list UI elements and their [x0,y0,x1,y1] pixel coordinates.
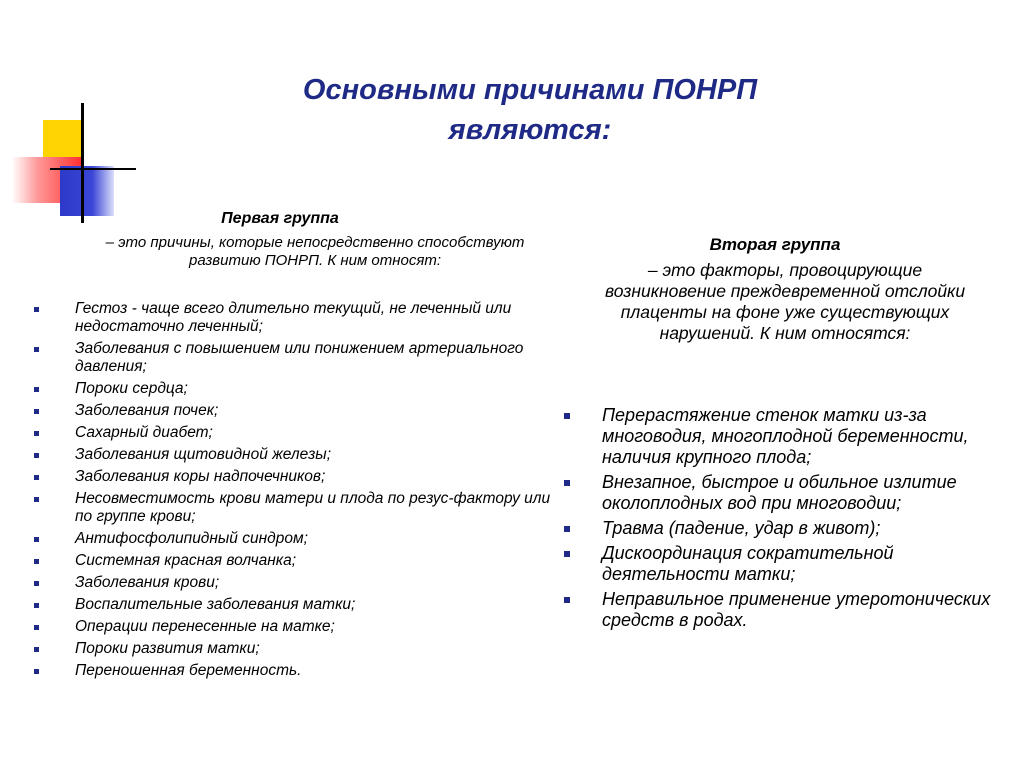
group1-intro: – это причины, которые непосредственно способствуют развитию ПОНРП. К ним относят: [105,234,525,269]
list-item-text: Перерастяжение стенок матки из-за многоводия, многоплодной беременности, наличия крупного плода; [602,405,969,467]
list-item [33,446,553,464]
list-item-text: Антифосфолипидный синдром; [75,530,308,547]
list-item [33,468,553,486]
square-bullet-icon [34,409,39,414]
group2-intro: – это факторы, провоцирующие возникновение преждевременной отслойки плаценты на фоне уже существующих нарушений. К ним относятся: [604,260,966,343]
list-item-text: Пороки сердца; [75,380,188,397]
list-item [33,402,553,420]
list-item-text: Внезапное, быстрое и обильное излитие околоплодных вод при многоводии; [602,472,957,513]
list-item-text: Гестоз - чаще всего длительно текущий, не леченный или недостаточно леченный; [75,300,512,335]
square-bullet-icon [564,597,570,603]
square-bullet-icon [34,603,39,608]
list-item-text: Заболевания щитовидной железы; [75,446,331,463]
list-item [562,405,992,468]
list-item [33,380,553,398]
square-bullet-icon [34,347,39,352]
list-item-text: Воспалительные заболевания матки; [75,596,356,613]
slide-title-line1: Основными причинами ПОНРП [302,74,758,106]
square-bullet-icon [34,669,39,674]
slide-title-line2: являются: [448,114,612,146]
list-item-text: Заболевания крови; [75,574,220,591]
list-item [562,589,992,631]
list-item-text: Заболевания коры надпочечников; [75,468,326,485]
square-bullet-icon [34,537,39,542]
square-bullet-icon [34,625,39,630]
square-bullet-icon [564,526,570,532]
square-bullet-icon [34,475,39,480]
list-item [33,640,553,658]
list-item-text: Пороки развития матки; [75,640,260,657]
square-bullet-icon [34,497,39,502]
group2-heading: Вторая группа [709,235,841,254]
square-bullet-icon [34,453,39,458]
square-bullet-icon [34,581,39,586]
list-item-text: Неправильное применение утеротонических средств в родах. [602,589,991,630]
list-item [33,574,553,592]
square-bullet-icon [34,431,39,436]
list-item-text: Заболевания с повышением или понижением артериального давления; [75,340,524,375]
decor-horizontal-line [50,168,136,170]
list-item [33,530,553,548]
list-item [562,543,992,585]
list-item-text: Системная красная волчанка; [75,552,297,569]
list-item [33,596,553,614]
list-item [33,340,553,376]
list-item-text: Переношенная беременность. [75,662,302,679]
list-item-text: Сахарный диабет; [75,424,213,441]
list-item [33,424,553,442]
square-bullet-icon [34,559,39,564]
list-item [33,300,553,336]
square-bullet-icon [564,480,570,486]
square-bullet-icon [564,551,570,557]
list-item-text: Дискоординация сократительной деятельности матки; [602,543,894,584]
list-item-text: Операции перенесенные на матке; [75,618,335,635]
list-item [33,490,553,526]
square-bullet-icon [34,307,39,312]
group1-heading: Первая группа [221,210,339,227]
decor-blue-square [60,166,114,216]
square-bullet-icon [564,413,570,419]
list-item [562,472,992,514]
list-item [33,662,553,680]
list-item-text: Заболевания почек; [75,402,219,419]
slide-title [230,70,830,150]
list-item-text: Травма (падение, удар в живот); [602,518,881,538]
square-bullet-icon [34,647,39,652]
list-item [33,552,553,570]
square-bullet-icon [34,387,39,392]
list-item-text: Несовместимость крови матери и плода по резус-фактору или по группе крови; [75,490,551,525]
list-item [33,618,553,636]
group2-list [562,405,992,635]
decor-vertical-line [81,103,84,223]
group1-list [33,300,553,684]
list-item [562,518,992,539]
